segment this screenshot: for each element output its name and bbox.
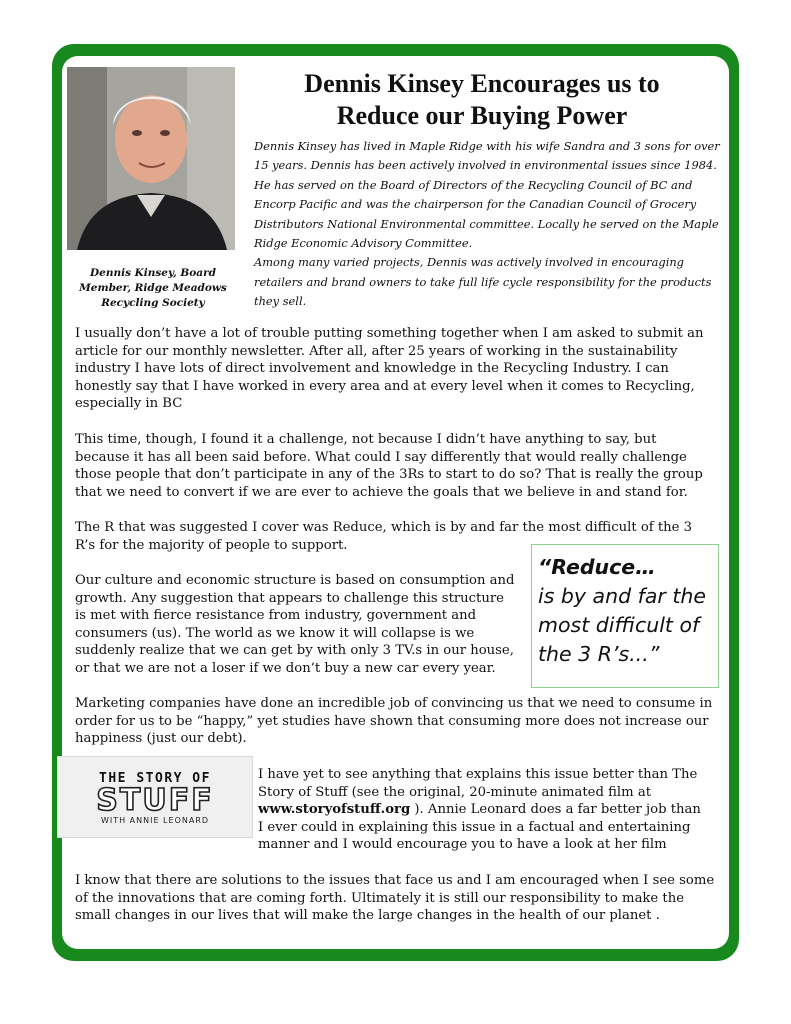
paragraph-text: I have yet to see anything that explains this issue better than The Story of Stuff (see the original, 20-minute animated film at [258,767,698,800]
article-title: Dennis Kinsey Encourages us to Reduce our Buying Power [304,69,660,130]
bio-paragraph: Among many varied projects, Dennis was actively involved in encouraging retailers and brand owners to take full life cycle responsibility for the products they sell. [254,255,712,309]
body-paragraph-3: The R that was suggested I cover was Reduce, which is by and far the most difficult of the 3 R’s for the majority of people to support. [75,520,693,553]
story-of-stuff-logo [57,756,253,838]
website-link[interactable]: www.storyofstuff.org [258,802,411,818]
author-bio [254,137,730,312]
body-paragraph-4: Our culture and economic structure is based on consumption and growth. Any suggestion that appears to challenge this structure is met with fierce resistance from industry, government and consumers (us). The world as we know it will collapse is we suddenly realize that we can get by with only 3 TV.s in our house, or that we are not a loser if we don’t buy a new car every year. [75,573,515,676]
body-paragraph-7: I know that there are solutions to the issues that face us and I am encouraged when I see some of the innovations that are coming forth. Ultimately it is still our responsibility to make the small changes in our lives that will make the large changes in the health of our planet . [75,873,715,924]
body-paragraph-1: I usually don’t have a lot of trouble putting something together when I am asked to submit an article for our monthly newsletter. After all, after 25 years of working in the sustainability industry I have lots of direct involvement and knowledge in the Recycling Industry. I can honestly say that I have worked in every area and at every level when it comes to Recycling, especially in BC [75,326,704,412]
pull-quote-text: is by and far the most difficult of the 3 R’s...” [538,584,707,666]
logo-main-text: STUFF [96,783,214,818]
author-photo [67,67,235,250]
logo-top-text: THE STORY OF [99,771,211,786]
photo-caption: Dennis Kinsey, Board Member, Ridge Meadows Recycling Society [79,267,227,309]
pull-quote [531,544,719,688]
body-paragraph-6 [258,766,708,854]
pull-quote-lead: “Reduce… [538,555,656,579]
body-paragraph-2: This time, though, I found it a challenge, not because I didn’t have anything to say, but because it has all been said before. What could I say differently that would really challenge those people that don’t participate in any of the 3Rs to start to do so? That is really the group that we need to convert if we are ever to achieve the goals that we believe in and stand for. [75,432,703,500]
bio-paragraph: Dennis Kinsey has lived in Maple Ridge with his wife Sandra and 3 sons for over 15 years. Dennis has been actively involved in environmental issues since 1984. He has served on the Board of Directors of the Recycling Council of BC and Encorp Pacific and was the chairperson for the Canadian Council of Grocery Distributors National Environmental committee. Locally he served on the Maple Ridge Economic Advisory Committee. [254,139,720,251]
logo-sub-text: WITH ANNIE LEONARD [100,816,210,825]
portrait-image [67,67,235,250]
paragraph-text: ). Annie Leonard does a far better job than I ever could in explaining this issue in a factual and entertaining manner and I would encourage you to have a look at her film [258,802,701,853]
body-paragraph-5: Marketing companies have done an incredible job of convincing us that we need to consume in order for us to be “happy,” yet studies have shown that consuming more does not increase our happiness (just our debt). [75,696,713,747]
